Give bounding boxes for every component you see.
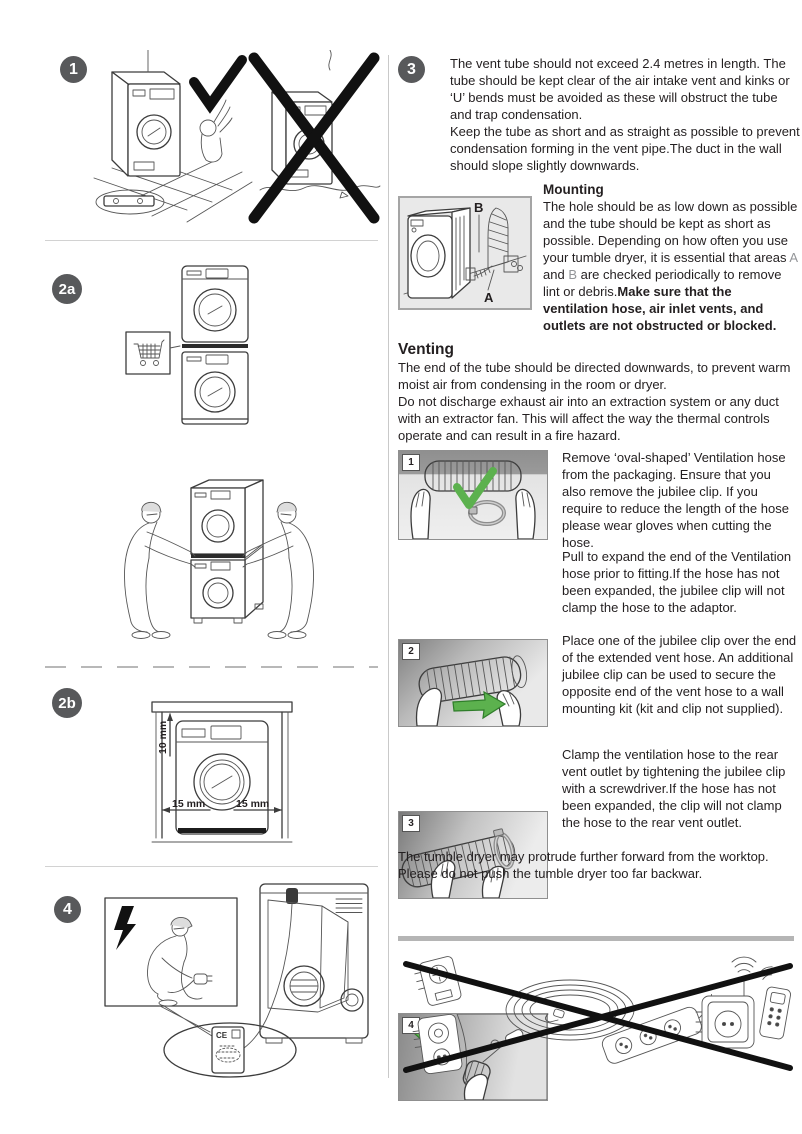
worker-left-icon: [124, 502, 195, 638]
divider: [45, 240, 378, 241]
substep-3-text: Place one of the jubilee clip over the end of the extended vent hose. An additional jubilee clip can be used to secure the opposite end of the vent hose to a wall mounting kit (kit and clip not supplied).: [562, 633, 797, 716]
ce-mark-label: CE: [216, 1031, 228, 1040]
section-divider-bar: [398, 936, 794, 941]
jubilee-clip-icon: [469, 502, 504, 524]
dim-right-label: 15 mm: [236, 798, 270, 810]
ok-hand-icon: [200, 100, 232, 162]
divider: [45, 866, 378, 867]
venting-paragraph-1: The end of the tube should be directed downwards, to prevent warm moist air from condensing in the room or dryer.: [398, 360, 791, 392]
mounting-body-2: are checked periodically to remove lint or debris.: [543, 267, 782, 299]
dryer-front-icon: [176, 721, 268, 834]
dryer-rear-icon: [260, 884, 368, 1043]
mounting-body-1: The hole should be as low down as possible and the tube should be kept as short as possible. Depending on how often you use your tumble dryer, it is essential that areas: [543, 199, 798, 265]
dimension-10mm: [157, 713, 173, 756]
venting-title: Venting: [398, 341, 454, 358]
mounting-section: [543, 181, 799, 334]
substep-1-text: Remove ‘oval-shaped’ Ventilation hose from the packaging. Ensure that you also remove the jubilee clip. If you require to reduce the length of the hose please wear gloves when cutting the hose.: [562, 450, 789, 550]
protrude-note: The tumble dryer may protrude further forward from the worktop. Please do not push the tumble dryer too far backwar.: [398, 849, 769, 881]
substep-2-number: 2: [402, 643, 420, 660]
step-3-badge: 3: [398, 56, 425, 83]
area-label-b: [474, 200, 483, 252]
substep-3-number: 3: [402, 815, 420, 832]
wireless-socket-icon: [696, 957, 756, 1048]
dashed-divider: [45, 666, 378, 668]
svg-text:A: A: [484, 290, 494, 305]
two-person-lift-illustration: [95, 462, 343, 648]
mounting-body: [543, 198, 799, 334]
venting-paragraph-2: Do not discharge exhaust air into an extraction system or any duct with an extractor fan. This will affect the way the thermal controls operate and can result in a fire hazard.: [398, 394, 779, 443]
step-2b-illustration: [148, 696, 296, 846]
step-1-badge: 1: [60, 56, 87, 83]
stacking-kit-callout: [126, 332, 180, 374]
substep-2-image: [398, 639, 548, 727]
mounting-body-and: and: [543, 267, 569, 282]
intro-paragraph-2: Keep the tube as short and as straight as possible to prevent condensation forming in the vent pipe.The duct in the wall should slope slightly downwards.: [450, 124, 800, 173]
step-2a-badge: 2a: [52, 274, 82, 304]
substep-2-text: Pull to expand the end of the Ventilation hose prior to fitting.If the hose has not been expanded, the jubilee clip will not clamp the hose to the adaptor.: [562, 549, 792, 615]
area-b-ref: B: [568, 267, 577, 282]
prohibited-accessories-illustration: [398, 948, 798, 1086]
step-4-badge: 4: [54, 896, 81, 923]
area-label-a: [484, 270, 494, 305]
lightning-icon: [114, 906, 136, 950]
timer-plug-icon: [413, 956, 462, 1008]
hand-right-icon: [516, 489, 535, 539]
rating-plate-callout: [164, 1023, 296, 1077]
mounting-body-bold: Make sure that the ventilation hose, air inlet vents, and outlets are not obstructed or blocked.: [543, 284, 777, 333]
area-a-ref: A: [789, 250, 798, 265]
substep-4-number: 4: [402, 1017, 420, 1034]
dim-left-label: 15 mm: [172, 798, 206, 810]
stacked-dryers-3d-icon: [191, 480, 263, 623]
substep-1-image: [398, 450, 548, 540]
step-2a-illustration: [120, 262, 260, 430]
ventilation-hose-icon: [425, 461, 521, 491]
substep-4-text: Clamp the ventilation hose to the rear vent outlet by tightening the jubilee clip with a screwdriver.If the hose has not been expanded, the clip will not clamp the hose to the rear vent outlet.: [562, 747, 786, 830]
venting-section: [398, 341, 798, 444]
hand-left-icon: [411, 489, 430, 539]
step-2b-badge: 2b: [52, 688, 82, 718]
hand-right-icon: [497, 691, 520, 726]
vent-tube-intro: [450, 55, 802, 174]
step-1-illustration: [92, 50, 382, 238]
dim-top-label: 10 mm: [157, 720, 169, 754]
column-divider: [388, 55, 389, 1078]
electrician-icon: [147, 917, 202, 1006]
mounting-title: Mounting: [543, 182, 604, 197]
svg-text:B: B: [474, 200, 484, 215]
substep-1-number: 1: [402, 454, 420, 471]
intro-paragraph-1: The vent tube should not exceed 2.4 metres in length. The tube should be kept clear of the air intake vent and kinks or ‘U’ bends must be avoided as these will obstruct the tube and trap condensation.: [450, 56, 790, 122]
hand-left-icon: [417, 688, 442, 726]
stacked-dryers-icon: [182, 266, 248, 424]
dryer-side-icon: [408, 208, 470, 298]
step-4-illustration: [100, 880, 378, 1080]
check-icon: [194, 60, 242, 105]
mounting-image: [398, 196, 532, 310]
